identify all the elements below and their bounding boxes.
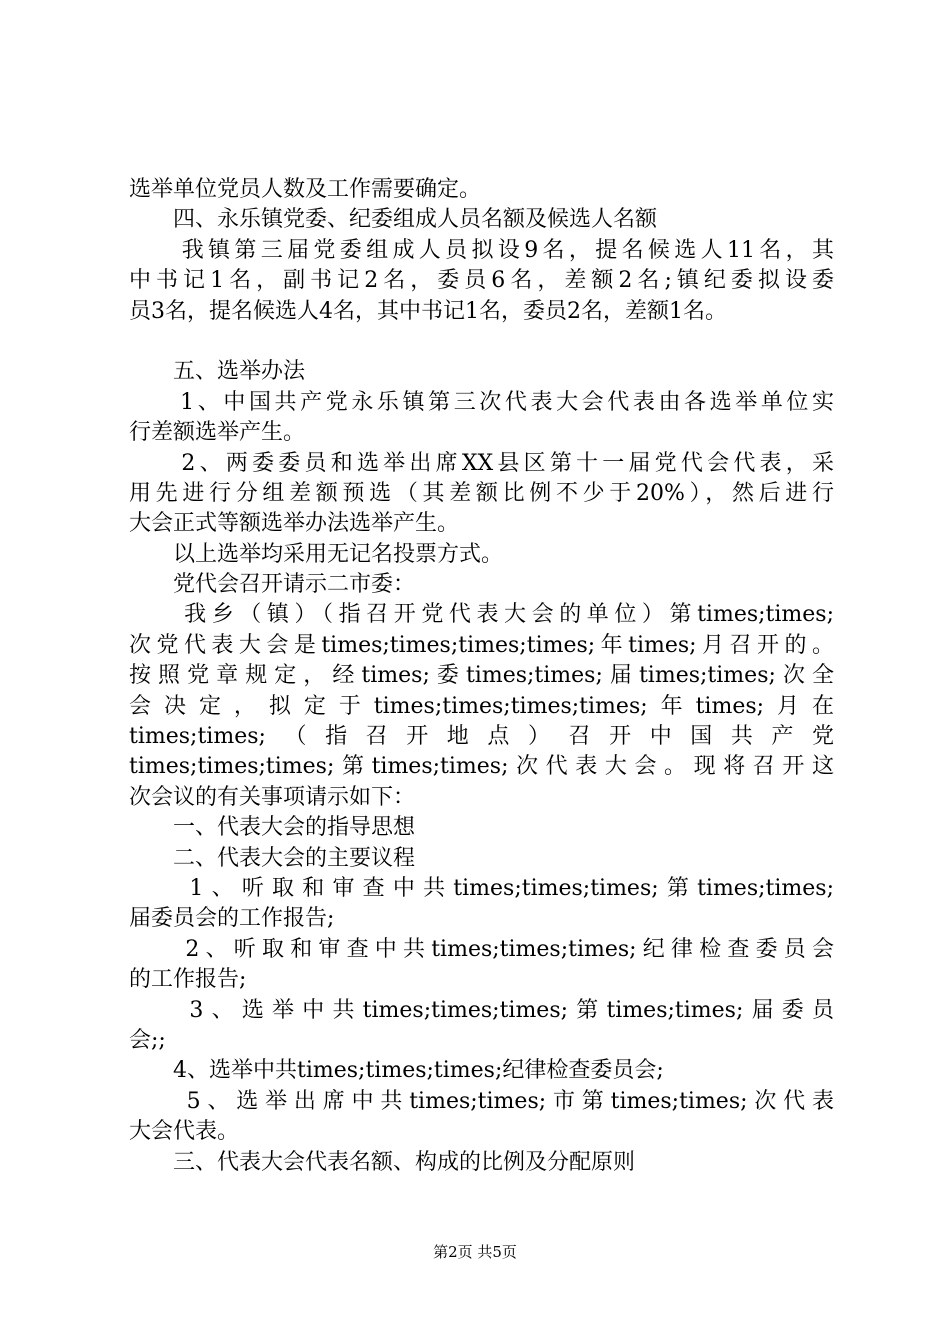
text-line: 我乡（镇）（指召开党代表大会的单位）第times;times; <box>129 602 834 628</box>
blank-line <box>129 327 834 357</box>
text-line: 的工作报告; <box>129 967 247 993</box>
text-line: times;times;times;第times;times;次代表大会。现将召开这 <box>129 754 834 780</box>
text-line: 二、代表大会的主要议程 <box>129 845 416 871</box>
text-line: 一、代表大会的指导思想 <box>129 815 416 841</box>
text-line: 三、代表大会代表名额、构成的比例及分配原则 <box>129 1149 636 1175</box>
text-line: 我镇第三届党委组成人员拟设9名，提名候选人11名，其 <box>129 237 834 263</box>
text-line: 2、听取和审查中共times;times;times;纪律检查委员会 <box>129 936 834 962</box>
text-line: 大会正式等额选举办法选举产生。 <box>129 511 460 537</box>
text-line: 次会议的有关事项请示如下： <box>129 784 416 810</box>
text-line: 用先进行分组差额预选（其差额比例不少于20%），然后进行 <box>129 480 834 506</box>
text-line: 中书记1名，副书记2名，委员6名，差额2名;镇纪委拟设委 <box>129 268 834 294</box>
text-line: 以上选举均采用无记名投票方式。 <box>129 541 504 567</box>
text-line: 会;; <box>129 1027 166 1053</box>
text-line: 1、中国共产党永乐镇第三次代表大会代表由各选举单位实 <box>129 389 834 415</box>
text-line: 按照党章规定，经times;委times;times;届times;times;次全 <box>129 663 834 689</box>
text-line: 五、选举办法 <box>129 359 306 385</box>
text-line: 大会代表。 <box>129 1119 240 1145</box>
text-line: 届委员会的工作报告; <box>129 906 335 932</box>
text-line: 党代会召开请示二市委： <box>129 572 416 598</box>
text-line: 会决定，拟定于times;times;times;times;年times;月在 <box>129 693 834 719</box>
document-body <box>129 175 834 1178</box>
text-line: 选举单位党员人数及工作需要确定。 <box>129 177 482 202</box>
text-line: 1、听取和审查中共times;times;times;第times;times; <box>129 875 834 901</box>
text-line: 3、选举中共times;times;times;第times;times;届委员 <box>129 997 834 1023</box>
page-footer: 第2页 共5页 <box>433 1243 517 1261</box>
text-line: times;times;（指召开地点）召开中国共产党 <box>129 724 834 750</box>
text-line: 四、永乐镇党委、纪委组成人员名额及候选人名额 <box>129 207 658 233</box>
text-line: 4、选举中共times;times;times;纪律检查委员会; <box>129 1058 664 1084</box>
text-line: 次党代表大会是times;times;times;times;年times;月召开的。 <box>129 632 834 658</box>
text-line: 2、两委委员和选举出席XX县区第十一届党代会代表，采 <box>129 450 834 476</box>
text-line: 行差额选举产生。 <box>129 420 306 446</box>
text-line: 5、选举出席中共times;times;市第times;times;次代表 <box>129 1088 834 1114</box>
text-line: 员3名，提名候选人4名，其中书记1名，委员2名，差额1名。 <box>129 298 727 324</box>
